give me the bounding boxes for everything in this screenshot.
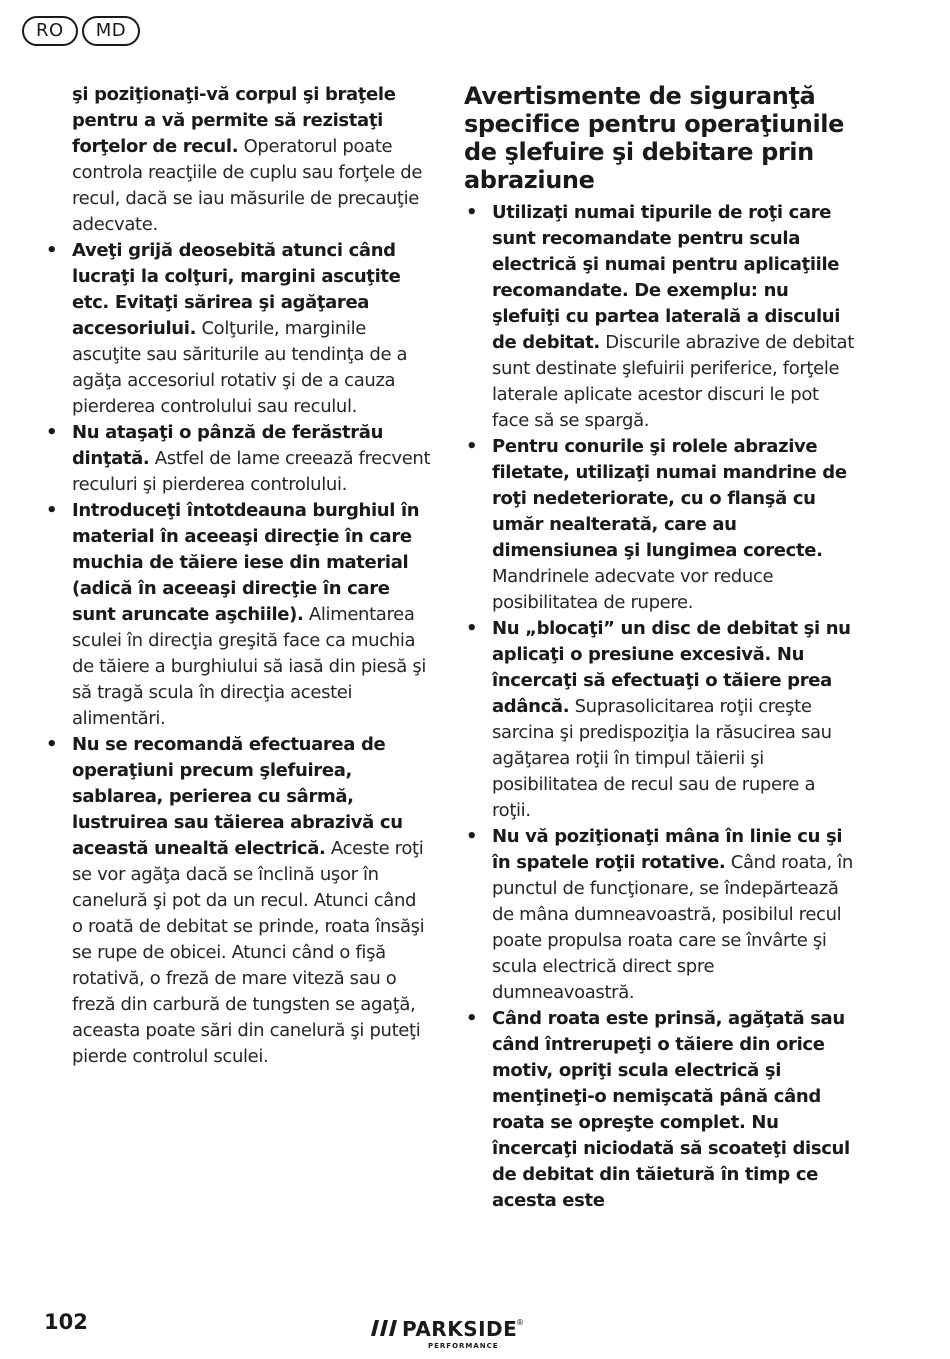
bullet-icon: • [46,422,58,443]
list-item [464,616,856,824]
right-column [464,82,856,1214]
item-text: Colţurile, marginile ascuţite sau săriturile au tendinţa de a agăţa accesoriul rotativ şi de a cauza pierderea controlului sau reculul. [72,318,408,417]
item-bold-text: Nu ataşaţi o pânză de ferăstrău dinţată. [72,422,384,469]
intro-paragraph [44,82,432,238]
logo-slashes-icon [370,1318,400,1338]
item-bold-text: Pentru conurile şi rolele abrazive filetate, utilizaţi numai mandrine de roţi nedeteriorate, cu o flanşă cu umăr nealterată, care au dimensiunea şi lungimea corecte. [492,436,847,561]
language-badge-ro: RO [22,16,78,46]
bullet-icon: • [466,826,478,847]
item-bold-text: Nu „blocaţi” un disc de debitat şi nu aplicaţi o presiune excesivă. Nu încercaţi să efectuaţi o tăiere prea adâncă. [492,618,851,717]
intro-bold-text: şi poziţionaţi-vă corpul şi braţele pentru a vă permite să rezistaţi forţelor de recul. [72,84,396,157]
bullet-icon: • [466,1008,478,1029]
item-text: Mandrinele adecvate vor reduce posibilitatea de rupere. [492,566,774,613]
page-number: 102 [44,1310,88,1334]
item-bold-text: Nu se recomandă efectuarea de operaţiuni precum şlefuirea, sablarea, perierea cu sârmă, lustruirea sau tăierea abrazivă cu această unealtă electrică. [72,734,403,859]
language-badge-md: MD [82,16,140,46]
item-bold-text: Când roata este prinsă, agăţată sau când întrerupeţi o tăiere din orice motiv, opriţi scula electrică şi menţineţi-o nemişcată până când roata se opreşte complet. Nu încercaţi niciodată să scoateţi discul de debitat din tăietură în timp ce acesta este [492,1008,850,1211]
intro-text: Operatorul poate controla reacţiile de cuplu sau forţele de recul, dacă se iau măsurile de precauţie adecvate. [72,136,423,235]
item-bold-text: Introduceţi întotdeauna burghiul în material în aceeaşi direcţie în care muchia de tăiere iese din material (adică în aceeaşi direcţie în care sunt aruncate aşchiile). [72,500,420,625]
bullet-icon: • [466,202,478,223]
list-item [464,434,856,616]
item-text: Alimentarea sculei în direcţia greşită face ca muchia de tăiere a burghiului să iasă din piesă şi să tragă scula în direcţia acestei alimentări. [72,604,427,729]
item-text: Când roata, în punctul de funcţionare, se îndepărtează de mâna dumneavoastră, posibilul recul poate propulsa roata care se învârte şi scula electrică direct spre dumneavoastră. [492,852,853,1003]
list-item [44,732,432,1070]
left-column [44,82,432,1070]
list-item [44,420,432,498]
item-text: Discurile abrazive de debitat sunt destinate şlefuirii periferice, forţele laterale aplicate acestor discuri le pot face să se spargă. [492,332,854,431]
item-bold-text: Nu vă poziţionaţi mâna în linie cu şi în spatele roţii rotative. [492,826,843,873]
item-text: Aceste roţi se vor agăţa dacă se înclină uşor în canelură şi pot da un recul. Atunci când o roată de debitat se prinde, roata însăşi se rupe de obicei. Atunci când o fişă rotativă, o freză de mare viteză sau o freză din carbură de tungsten se agaţă, aceasta poate sări din canelură şi puteţi pierde controlul sculei. [72,838,425,1067]
brand-logo [370,1318,530,1352]
logo-brand-text: PARKSIDE [402,1317,518,1341]
list-item [464,824,856,1006]
list-item [464,1006,856,1214]
section-title: Avertismente de siguranţă specifice pentru operaţiunile de şlefuire şi debitare prin abraziune [464,82,844,194]
bullet-icon: • [46,734,58,755]
language-badges [22,16,140,46]
bullet-icon: • [466,618,478,639]
item-text: Suprasolicitarea roţii creşte sarcina şi predispoziţia la răsucirea sau agăţarea roţii în timpul tăierii şi posibilitatea de recul sau de rupere a roţii. [492,696,832,821]
logo-registered-mark: ® [516,1318,524,1327]
bullet-icon: • [466,436,478,457]
bullet-icon: • [46,500,58,521]
logo-subtitle: PERFORMANCE [428,1342,499,1350]
list-item [464,200,856,434]
bullet-icon: • [46,240,58,261]
item-text: Astfel de lame creează frecvent reculuri şi pierderea controlului. [72,448,431,495]
item-bold-text: Aveţi grijă deosebită atunci când lucraţi la colţuri, margini ascuţite etc. Evitaţi sărirea şi agăţarea accesoriului. [72,240,401,339]
list-item [44,498,432,732]
list-item [44,238,432,420]
item-bold-text: Utilizaţi numai tipurile de roţi care sunt recomandate pentru scula electrică şi numai pentru aplicaţiile recomandate. De exemplu: nu şlefuiţi cu partea laterală a discului de debitat. [492,202,841,353]
